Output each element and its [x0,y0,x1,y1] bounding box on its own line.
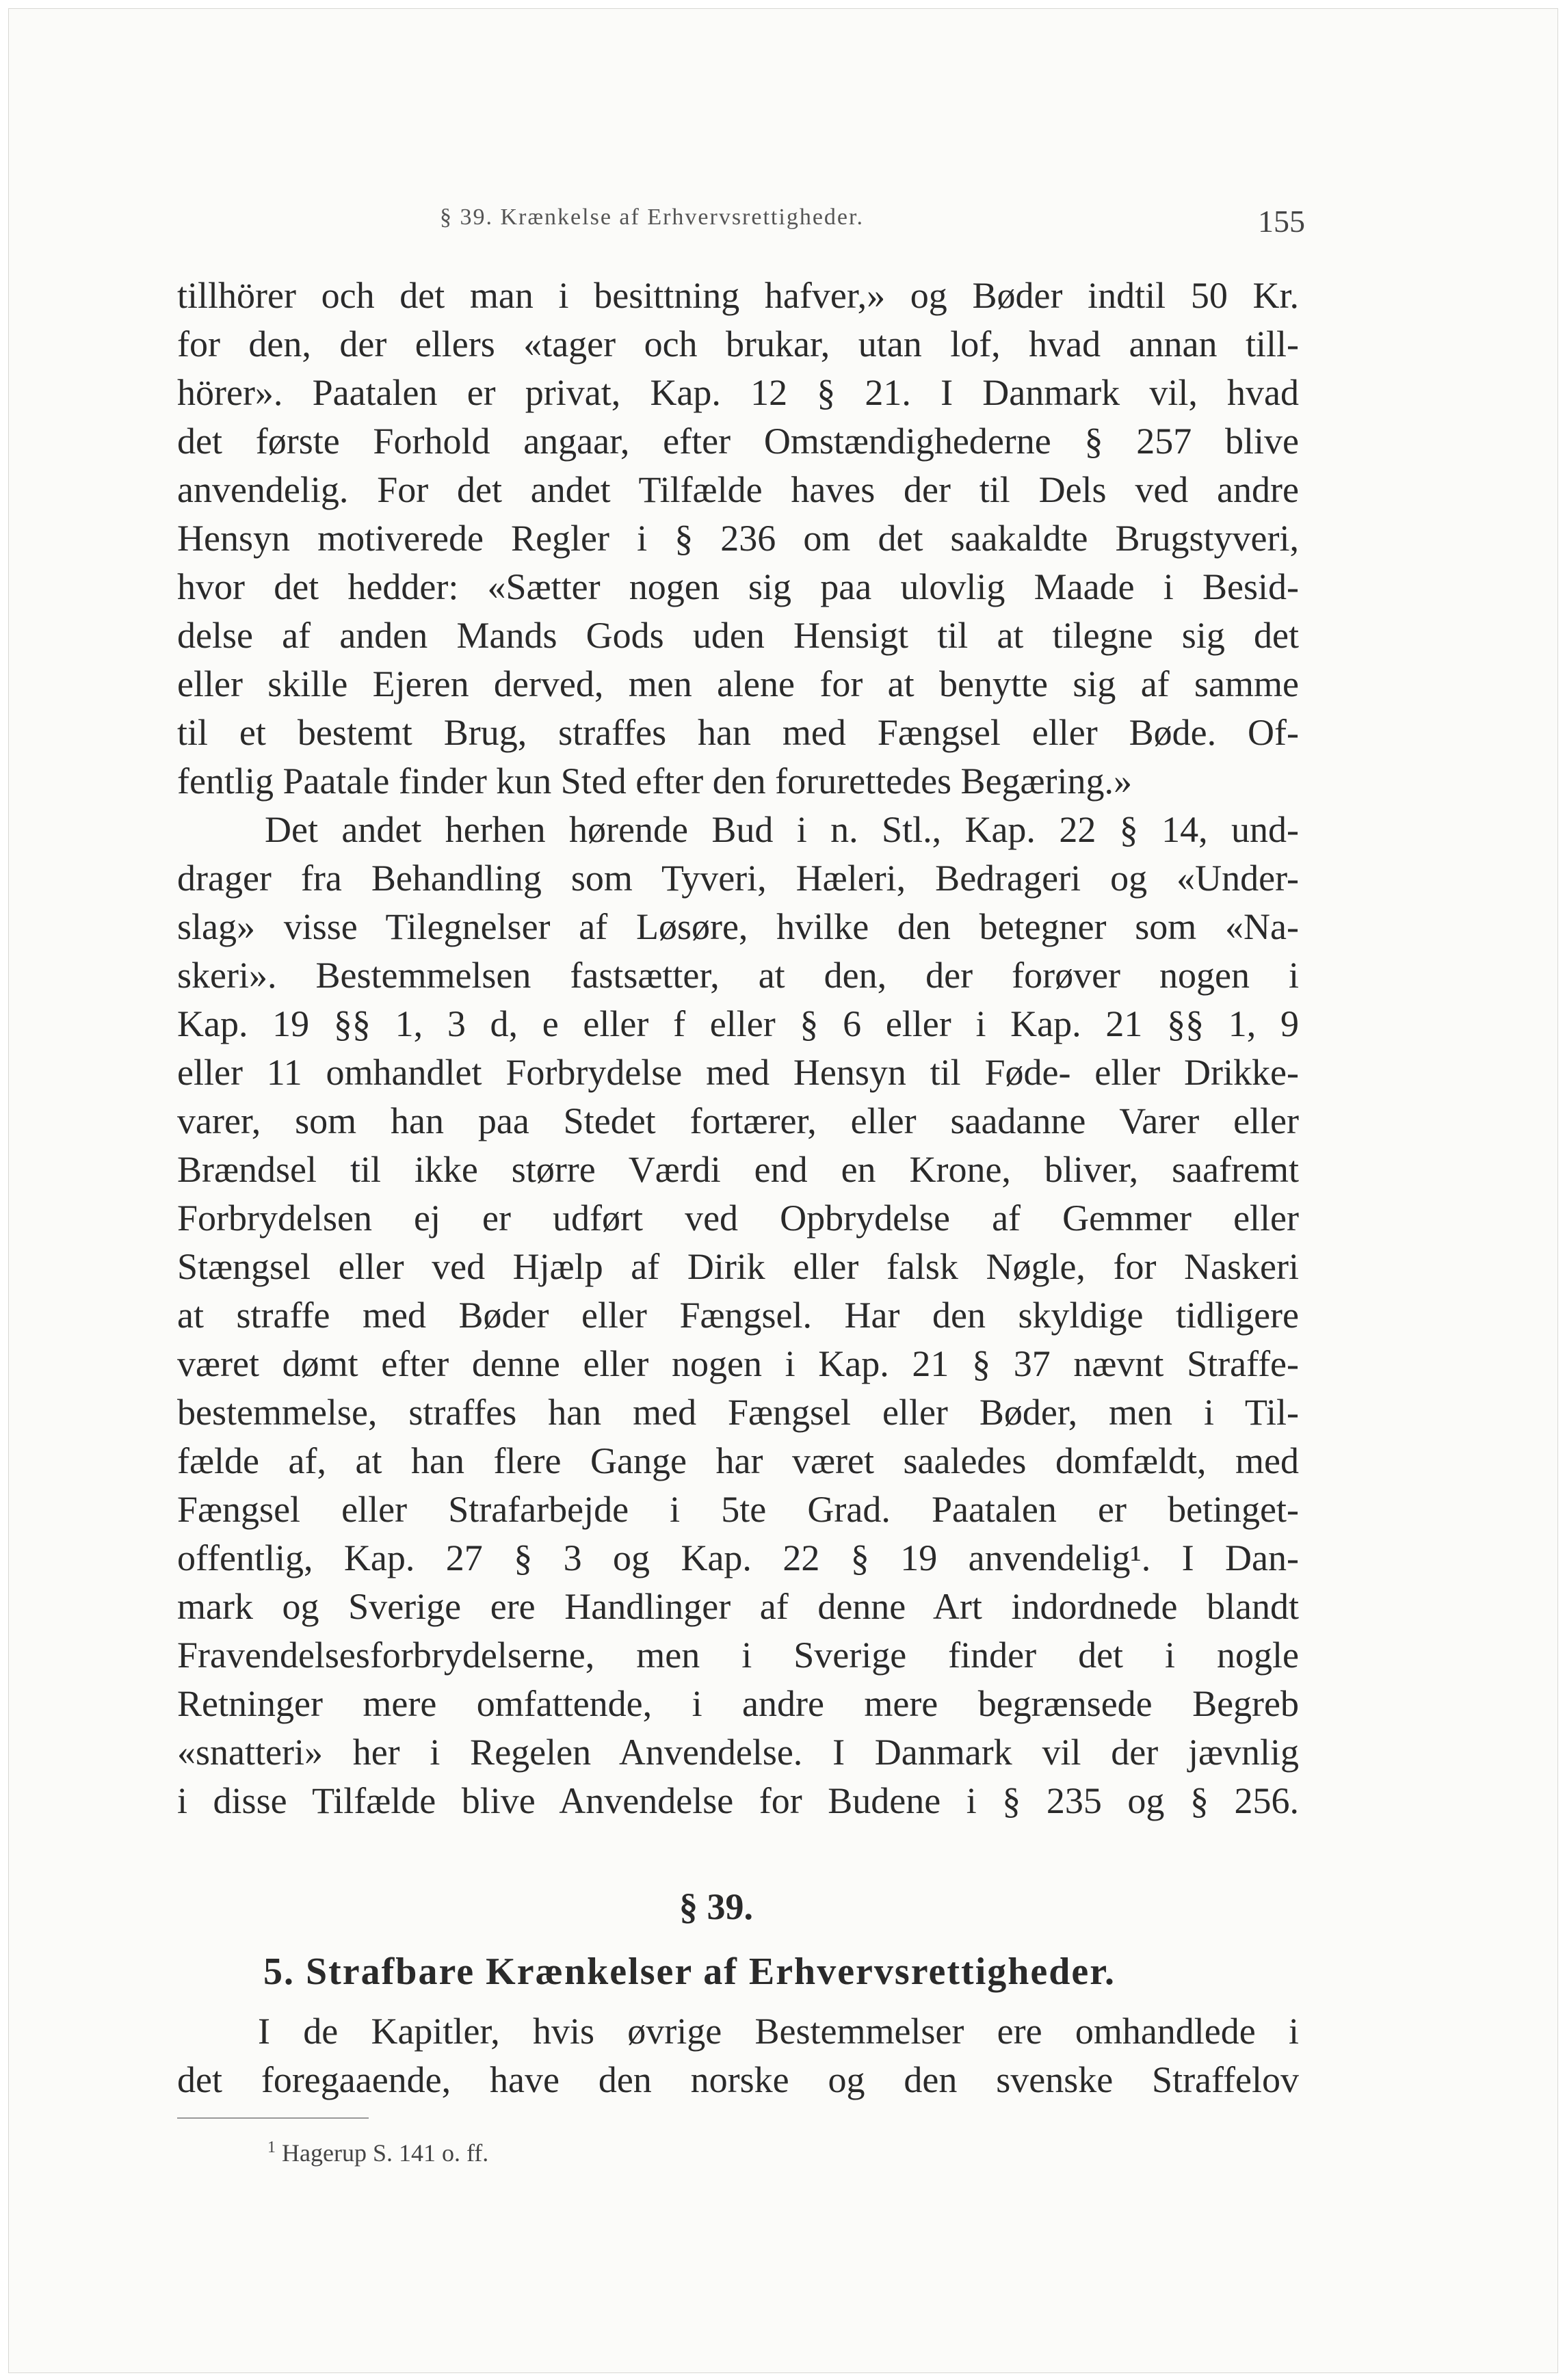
running-head: § 39. Krænkelse af Erhvervsrettigheder. [440,204,864,230]
text-line: fælde af, at han flere Gange har været saaledes domfældt, med [177,1440,1299,1481]
text-line: Det andet herhen hørende Bud i n. Stl., Kap. 22 § 14, und- [265,809,1299,850]
text-line: varer, som han paa Stedet fortærer, eller saadanne Varer eller [177,1100,1299,1141]
page-number: 155 [1258,204,1305,239]
text-line: Fængsel eller Strafarbejde i 5te Grad. Paatalen er betinget- [177,1489,1299,1530]
footnote [267,2139,488,2167]
section-text [177,2007,1299,2104]
text-line: det foregaaende, have den norske og den svenske Straffelov [177,2059,1299,2100]
text-line: offentlig, Kap. 27 § 3 og Kap. 22 § 19 anvendelig¹. I Dan- [177,1537,1299,1578]
text-line: «snatteri» her i Regelen Anvendelse. I Danmark vil der jævnlig [177,1732,1299,1773]
text-line: I de Kapitler, hvis øvrige Bestemmelser ere omhandlede i [258,2011,1299,2052]
text-line: Retninger mere omfattende, i andre mere begrænsede Begreb [177,1683,1299,1724]
text-line: bestemmelse, straffes han med Fængsel eller Bøder, men i Til- [177,1392,1299,1433]
text-line: drager fra Behandling som Tyveri, Hæleri, Bedrageri og «Under- [177,858,1299,899]
footnote-marker: 1 [267,2139,276,2156]
text-line: hörer». Paatalen er privat, Kap. 12 § 21. I Danmark vil, hvad [177,372,1299,413]
text-line: været dømt efter denne eller nogen i Kap. 21 § 37 nævnt Straffe- [177,1343,1299,1384]
text-line: anvendelig. For det andet Tilfælde haves der til Dels ved andre [177,469,1299,510]
text-line: slag» visse Tilegnelser af Løsøre, hvilke den betegner som «Na- [177,906,1299,947]
section-number: § 39. [679,1886,753,1927]
text-line: Stængsel eller ved Hjælp af Dirik eller falsk Nøgle, for Naskeri [177,1246,1299,1287]
text-line: tillhörer och det man i besittning hafver,» og Bøder indtil 50 Kr. [177,275,1299,316]
section-title: 5. Strafbare Krænkelser af Erhvervsrettigheder. [263,1951,1116,1993]
text-line: eller 11 omhandlet Forbrydelse med Hensyn til Føde- eller Drikke- [177,1052,1299,1093]
footnote-divider [177,2117,369,2119]
text-line: Forbrydelsen ej er udført ved Opbrydelse af Gemmer eller [177,1198,1299,1239]
main-text [177,272,1299,1825]
text-line: hvor det hedder: «Sætter nogen sig paa ulovlig Maade i Besid- [177,566,1299,607]
text-line: fentlig Paatale finder kun Sted efter den forurettedes Begæring.» [177,761,1133,802]
text-line: det første Forhold angaar, efter Omstændighederne § 257 blive [177,421,1299,462]
text-line: delse af anden Mands Gods uden Hensigt til at tilegne sig det [177,615,1299,656]
text-line: mark og Sverige ere Handlinger af denne Art indordnede blandt [177,1586,1299,1627]
text-line: Fravendelsesforbrydelserne, men i Sverige finder det i nogle [177,1635,1299,1676]
text-line: Kap. 19 §§ 1, 3 d, e eller f eller § 6 eller i Kap. 21 §§ 1, 9 [177,1003,1299,1044]
text-line: Brændsel til ikke større Værdi end en Krone, bliver, saafremt [177,1149,1299,1190]
text-line: eller skille Ejeren derved, men alene for at benytte sig af samme [177,663,1299,704]
text-line: skeri». Bestemmelsen fastsætter, at den, der forøver nogen i [177,955,1299,996]
footnote-text: Hagerup S. 141 o. ff. [282,2139,489,2167]
text-line: for den, der ellers «tager och brukar, utan lof, hvad annan till- [177,323,1299,365]
text-line: i disse Tilfælde blive Anvendelse for Budene i § 235 og § 256. [177,1780,1299,1821]
text-line: at straffe med Bøder eller Fængsel. Har den skyldige tidligere [177,1295,1299,1336]
book-page [8,8,1558,2373]
text-line: til et bestemt Brug, straffes han med Fængsel eller Bøde. Of- [177,712,1299,753]
text-line: Hensyn motiverede Regler i § 236 om det saakaldte Brugstyveri, [177,518,1299,559]
